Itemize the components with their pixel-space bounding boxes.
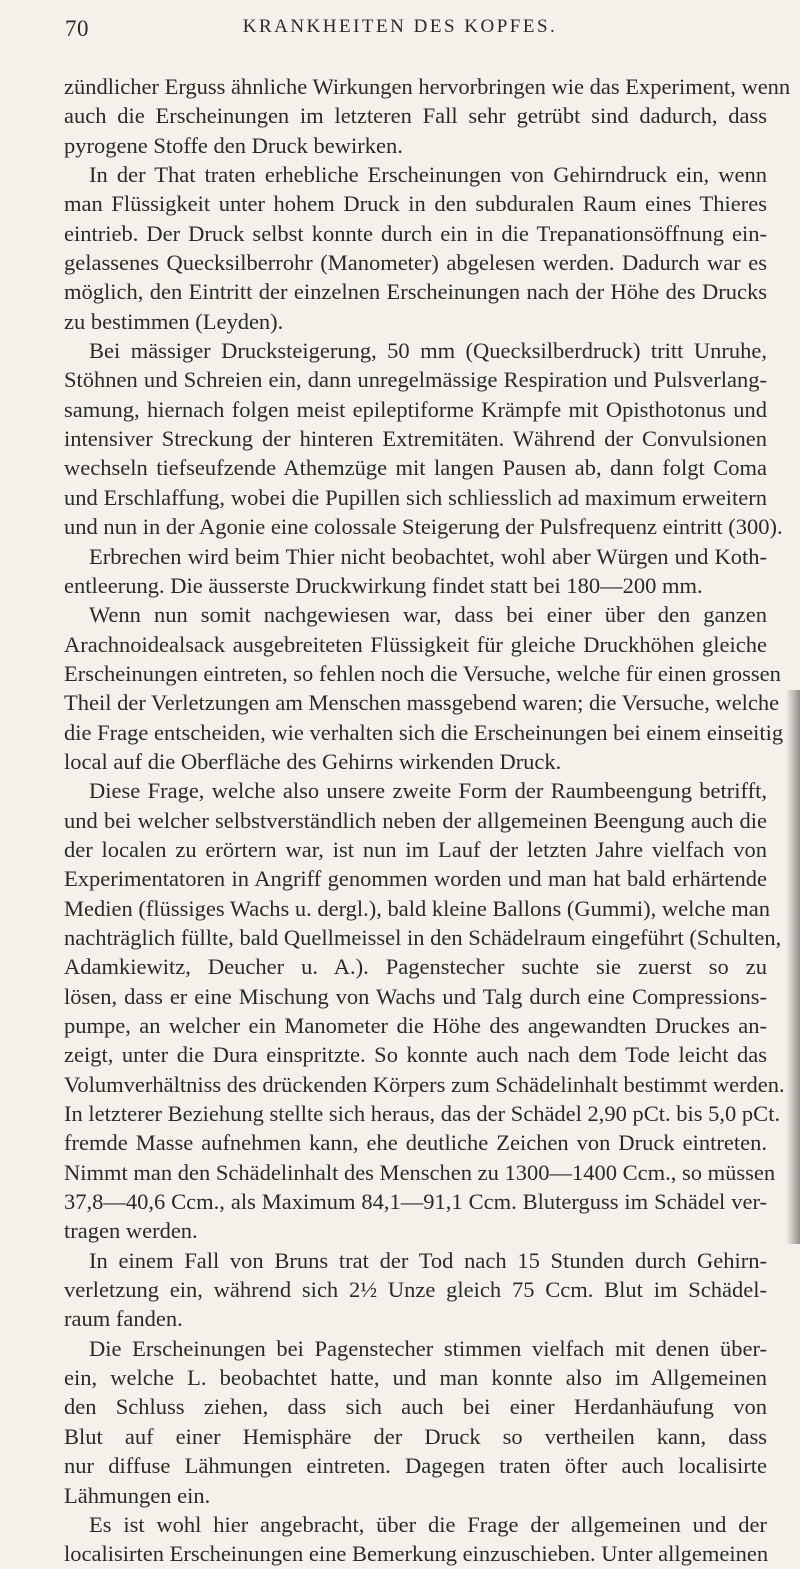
text-line: möglich, den Eintritt der einzelnen Erscheinungen nach der Höhe des Drucks <box>64 279 767 305</box>
text-line: Volumverhältniss des drückenden Körpers zum Schädelinhalt bestimmt werden. <box>64 1071 785 1097</box>
text-line: lösen, dass er eine Mischung von Wachs und Talg durch eine Compressions- <box>64 983 767 1009</box>
page-edge-shadow <box>786 690 800 1244</box>
text-line: den Schluss ziehen, dass sich auch bei einer Herdanhäufung von <box>64 1394 767 1420</box>
text-line: Stöhnen und Schreien ein, dann unregelmässige Respiration und Pulsverlang- <box>64 367 767 393</box>
text-line: fremde Masse aufnehmen kann, ehe deutliche Zeichen von Druck eintreten. <box>64 1130 767 1156</box>
text-line: eintrieb. Der Druck selbst konnte durch ein in die Trepanationsöffnung ein- <box>64 220 767 246</box>
running-title: KRANKHEITEN DES KOPFES. <box>242 16 558 37</box>
text-line: raum fanden. <box>64 1306 183 1332</box>
text-line: Medien (flüssiges Wachs u. dergl.), bald kleine Ballons (Gummi), welche man <box>64 895 770 921</box>
text-line: zu bestimmen (Leyden). <box>64 308 284 334</box>
text-line: In einem Fall von Bruns trat der Tod nach 15 Stunden durch Gehirn- <box>89 1247 767 1273</box>
text-line: pyrogene Stoffe den Druck bewirken. <box>64 132 403 158</box>
text-line: nur diffuse Lähmungen eintreten. Dagegen traten öfter auch localisirte <box>64 1453 767 1479</box>
text-line: und Erschlaffung, wobei die Pupillen sich schliesslich ad maximum erweitern <box>64 484 767 510</box>
text-line: der localen zu erörtern war, ist nun im Lauf der letzten Jahre vielfach von <box>64 836 767 862</box>
text-line: Erbrechen wird beim Thier nicht beobachtet, wohl aber Würgen und Koth- <box>89 543 767 569</box>
text-line: Arachnoidealsack ausgebreiteten Flüssigkeit für gleiche Druckhöhen gleiche <box>64 631 767 657</box>
text-line: samung, hiernach folgen meist epileptiforme Krämpfe mit Opisthotonus und <box>64 396 767 422</box>
text-line: und nun in der Agonie eine colossale Steigerung der Pulsfrequenz eintritt (300). <box>64 514 783 540</box>
text-line: gelassenes Quecksilberrohr (Manometer) abgelesen werden. Dadurch war es <box>64 250 767 276</box>
text-line: zeigt, unter die Dura einspritzte. So konnte auch nach dem Tode leicht das <box>64 1042 767 1068</box>
text-line: verletzung ein, während sich 2½ Unze gleich 75 Ccm. Blut im Schädel- <box>64 1277 767 1303</box>
text-line: Die Erscheinungen bei Pagenstecher stimmen vielfach mit denen über- <box>89 1335 767 1361</box>
text-line: Nimmt man den Schädelinhalt des Menschen zu 1300—1400 Ccm., so müssen <box>64 1159 776 1185</box>
text-line: Wenn nun somit nachgewiesen war, dass bei einer über den ganzen <box>89 602 767 628</box>
text-body <box>64 72 791 1569</box>
text-line: auch die Erscheinungen im letzteren Fall sehr getrübt sind dadurch, dass <box>64 103 767 129</box>
text-line: intensiver Streckung der hinteren Extremitäten. Während der Convulsionen <box>64 426 767 452</box>
text-line: wechseln tiefseufzende Athemzüge mit langen Pausen ab, dann folgt Coma <box>64 455 767 481</box>
text-line: Bei mässiger Drucksteigerung, 50 mm (Quecksilberdruck) tritt Unruhe, <box>89 338 767 364</box>
text-line: Blut auf einer Hemisphäre der Druck so vertheilen kann, dass <box>64 1423 767 1449</box>
text-line: In der That traten erhebliche Erscheinungen von Gehirndruck ein, wenn <box>89 162 767 188</box>
text-line: Diese Frage, welche also unsere zweite Form der Raumbeengung betrifft, <box>89 778 767 804</box>
text-line: Theil der Verletzungen am Menschen massgebend waren; die Versuche, welche <box>64 690 780 716</box>
page-header <box>0 0 800 60</box>
text-line: Experimentatoren in Angriff genommen worden und man hat bald erhärtende <box>64 866 767 892</box>
text-line: tragen werden. <box>64 1218 198 1244</box>
text-line: und bei welcher selbstverständlich neben der allgemeinen Beengung auch die <box>64 807 767 833</box>
text-line: die Frage entscheiden, wie verhalten sich die Erscheinungen bei einem einseitig <box>64 719 784 745</box>
text-line: localisirten Erscheinungen eine Bemerkung einzuschieben. Unter allgemeinen <box>64 1541 769 1567</box>
text-line: Es ist wohl hier angebracht, über die Frage der allgemeinen und der <box>89 1511 767 1537</box>
text-line: Lähmungen ein. <box>64 1482 211 1508</box>
page-number: 70 <box>65 16 89 41</box>
text-line: zündlicher Erguss ähnliche Wirkungen hervorbringen wie das Experiment, wenn <box>64 74 791 99</box>
text-line: pumpe, an welcher ein Manometer die Höhe des angewandten Druckes an- <box>64 1013 767 1038</box>
text-line: In letzterer Beziehung stellte sich heraus, das der Schädel 2,90 pCt. bis 5,0 pCt. <box>64 1101 781 1127</box>
text-line: ein, welche L. beobachtet hatte, und man konnte also im Allgemeinen <box>64 1365 767 1391</box>
text-line: 37,8—40,6 Ccm., als Maximum 84,1—91,1 Ccm. Bluterguss im Schädel ver- <box>64 1189 767 1215</box>
text-line: local auf die Oberfläche des Gehirns wirkenden Druck. <box>64 748 562 774</box>
text-line: nachträglich füllte, bald Quellmeissel in den Schädelraum eingeführt (Schulten, <box>64 924 782 950</box>
text-line: Erscheinungen eintreten, so fehlen noch die Versuche, welche für einen grossen <box>64 660 781 686</box>
text-line: Adamkiewitz, Deucher u. A.). Pagenstecher suchte sie zuerst so zu <box>64 954 767 980</box>
text-line: entleerung. Die äusserste Druckwirkung findet statt bei 180—200 mm. <box>64 572 703 598</box>
text-line: man Flüssigkeit unter hohem Druck in den subduralen Raum eines Thieres <box>64 191 767 217</box>
